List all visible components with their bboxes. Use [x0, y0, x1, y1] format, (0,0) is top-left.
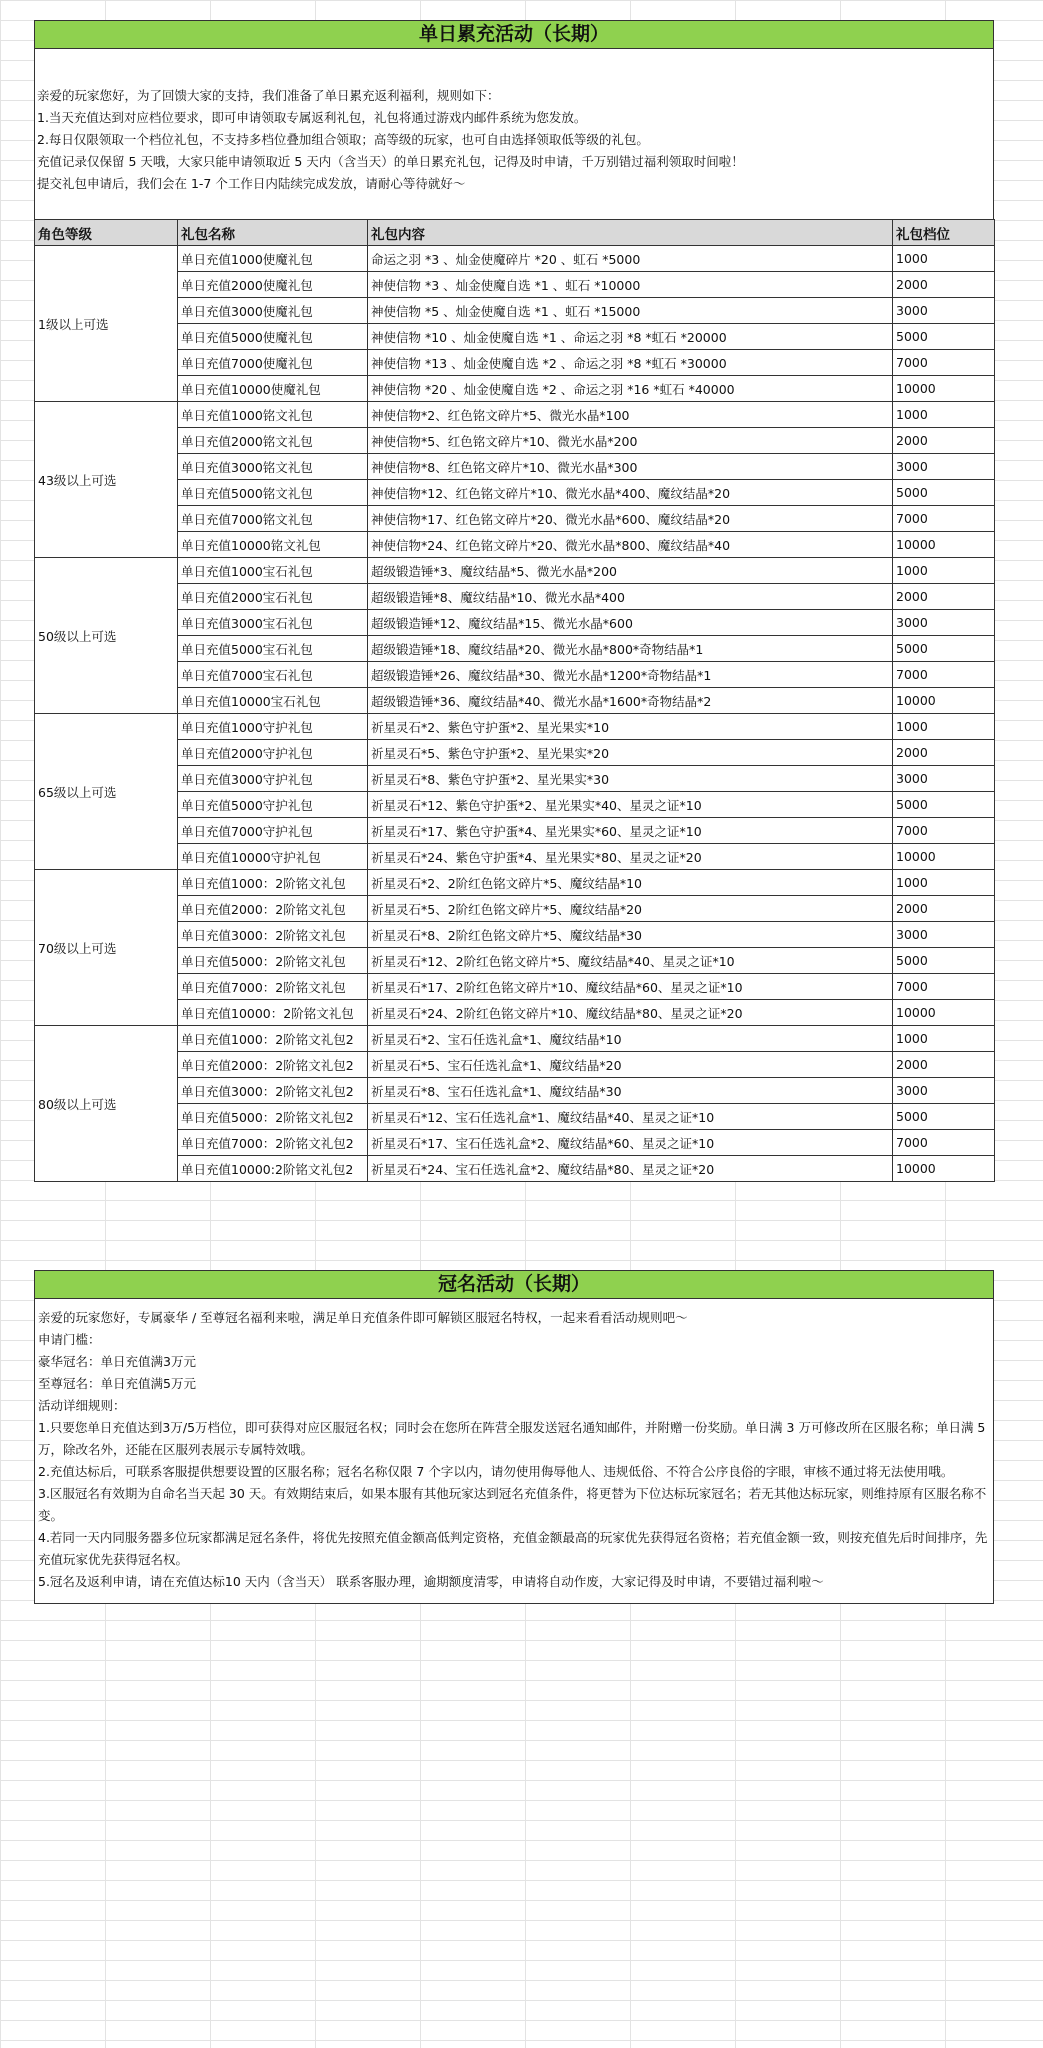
gift-tier-cell: 7000 [893, 662, 995, 688]
gift-content-cell: 超级锻造锤*12、魔纹结晶*15、微光水晶*600 [368, 610, 893, 636]
gift-name-cell: 单日充值5000：2阶铭文礼包2 [178, 1104, 368, 1130]
rule-line: 申请门槛： [38, 1332, 101, 1347]
gift-content-cell: 祈星灵石*2、紫色守护蛋*2、星光果实*10 [368, 714, 893, 740]
rule-line: 4.若同一天内同服务器多位玩家都满足冠名条件，将优先按照充值金额高低判定资格，充值金额最高的玩家优先获得冠名资格；若充值金额一致，则按充值先后时间排序，先充值玩家优先获得冠名权。 [38, 1530, 988, 1567]
rule-line: 活动详细规则： [38, 1398, 126, 1413]
gift-tier-cell: 10000 [893, 532, 995, 558]
table-row [35, 402, 995, 428]
level-cell: 70级以上可选 [35, 870, 178, 1026]
rule-line: 1.只要您单日充值达到3万/5万档位，即可获得对应区服冠名权；同时会在您所在阵营全服发送冠名通知邮件，并附赠一份奖励。单日满 3 万可修改所在区服名称；单日满 5 万，除改名外，还能在区服列表展示专属特效哦。 [38, 1420, 986, 1457]
table-row [35, 896, 995, 922]
gift-name-cell: 单日充值7000：2阶铭文礼包2 [178, 1130, 368, 1156]
table-row [35, 922, 995, 948]
rule-line: 5.冠名及返利申请，请在充值达标10 天内（含当天） 联系客服办理，逾期额度清零，申请将自动作废，大家记得及时申请，不要错过福利啦～ [38, 1574, 824, 1589]
table-row [35, 272, 995, 298]
gift-tier-cell: 1000 [893, 870, 995, 896]
gift-content-cell: 超级锻造锤*18、魔纹结晶*20、微光水晶*800*奇物结晶*1 [368, 636, 893, 662]
gift-table-header [35, 220, 995, 246]
daily-recharge-sheet [34, 20, 994, 1182]
gift-name-cell: 单日充值10000铭文礼包 [178, 532, 368, 558]
table-row [35, 1078, 995, 1104]
header-gift-name: 礼包名称 [178, 220, 368, 246]
gift-tier-cell: 5000 [893, 636, 995, 662]
gift-tier-cell: 2000 [893, 896, 995, 922]
gift-name-cell: 单日充值1000守护礼包 [178, 714, 368, 740]
gift-name-cell: 单日充值2000铭文礼包 [178, 428, 368, 454]
gift-tier-cell: 5000 [893, 792, 995, 818]
gift-content-cell: 祈星灵石*24、紫色守护蛋*4、星光果实*80、星灵之证*20 [368, 844, 893, 870]
intro-line: 1.当天充值达到对应档位要求，即可申请领取专属返利礼包，礼包将通过游戏内邮件系统为您发放。 [37, 110, 587, 125]
gift-tier-cell: 1000 [893, 714, 995, 740]
gift-tier-cell: 2000 [893, 428, 995, 454]
table-row [35, 454, 995, 480]
table-row [35, 246, 995, 272]
naming-rules [34, 1299, 994, 1604]
gift-content-cell: 神使信物*12、红色铭文碎片*10、微光水晶*400、魔纹结晶*20 [368, 480, 893, 506]
gift-content-cell: 祈星灵石*17、2阶红色铭文碎片*10、魔纹结晶*60、星灵之证*10 [368, 974, 893, 1000]
gift-content-cell: 神使信物*5、红色铭文碎片*10、微光水晶*200 [368, 428, 893, 454]
gift-content-cell: 祈星灵石*2、宝石任选礼盒*1、魔纹结晶*10 [368, 1026, 893, 1052]
table-row [35, 740, 995, 766]
gift-content-cell: 祈星灵石*8、2阶红色铭文碎片*5、魔纹结晶*30 [368, 922, 893, 948]
gift-tier-cell: 1000 [893, 1026, 995, 1052]
gift-tier-cell: 2000 [893, 272, 995, 298]
gift-name-cell: 单日充值3000：2阶铭文礼包 [178, 922, 368, 948]
table-row [35, 350, 995, 376]
gift-content-cell: 祈星灵石*5、2阶红色铭文碎片*5、魔纹结晶*20 [368, 896, 893, 922]
gift-name-cell: 单日充值10000宝石礼包 [178, 688, 368, 714]
gift-tier-cell: 3000 [893, 1078, 995, 1104]
gift-tier-cell: 3000 [893, 454, 995, 480]
gift-name-cell: 单日充值7000使魔礼包 [178, 350, 368, 376]
gift-tier-cell: 10000 [893, 1156, 995, 1182]
gift-content-cell: 神使信物*2、红色铭文碎片*5、微光水晶*100 [368, 402, 893, 428]
level-cell: 65级以上可选 [35, 714, 178, 870]
gift-tier-cell: 3000 [893, 922, 995, 948]
gift-name-cell: 单日充值10000使魔礼包 [178, 376, 368, 402]
gift-tier-cell: 5000 [893, 480, 995, 506]
gift-tier-cell: 10000 [893, 1000, 995, 1026]
rule-line: 2.充值达标后，可联系客服提供想要设置的区服名称；冠名名称仅限 7 个字以内，请勿使用侮辱他人、违规低俗、不符合公序良俗的字眼，审核不通过将无法使用哦。 [38, 1464, 954, 1479]
table-row [35, 610, 995, 636]
gift-name-cell: 单日充值3000使魔礼包 [178, 298, 368, 324]
gift-content-cell: 神使信物 *20 、灿金使魔自选 *2 、命运之羽 *16 *虹石 *40000 [368, 376, 893, 402]
gift-content-cell: 命运之羽 *3 、灿金使魔碎片 *20 、虹石 *5000 [368, 246, 893, 272]
gift-name-cell: 单日充值1000铭文礼包 [178, 402, 368, 428]
gift-name-cell: 单日充值5000：2阶铭文礼包 [178, 948, 368, 974]
gift-tier-cell: 3000 [893, 610, 995, 636]
gift-tier-cell: 7000 [893, 818, 995, 844]
rule-line: 3.区服冠名有效期为自命名当天起 30 天。有效期结束后，如果本服有其他玩家达到冠名充值条件，将更替为下位达标玩家冠名；若无其他达标玩家，则维持原有区服名称不变。 [38, 1486, 987, 1523]
table-row [35, 324, 995, 350]
gift-content-cell: 神使信物*8、红色铭文碎片*10、微光水晶*300 [368, 454, 893, 480]
gift-name-cell: 单日充值1000：2阶铭文礼包2 [178, 1026, 368, 1052]
table-row [35, 376, 995, 402]
table-row [35, 298, 995, 324]
gift-tier-cell: 7000 [893, 350, 995, 376]
table-row [35, 584, 995, 610]
gift-tier-cell: 2000 [893, 1052, 995, 1078]
gift-tier-cell: 2000 [893, 740, 995, 766]
table-row [35, 636, 995, 662]
gift-tier-cell: 3000 [893, 766, 995, 792]
gift-name-cell: 单日充值2000守护礼包 [178, 740, 368, 766]
table-row [35, 688, 995, 714]
gift-content-cell: 祈星灵石*5、紫色守护蛋*2、星光果实*20 [368, 740, 893, 766]
table-row [35, 428, 995, 454]
level-cell: 43级以上可选 [35, 402, 178, 558]
gift-content-cell: 祈星灵石*24、宝石任选礼盒*2、魔纹结晶*80、星灵之证*20 [368, 1156, 893, 1182]
table-row [35, 870, 995, 896]
gift-content-cell: 祈星灵石*12、2阶红色铭文碎片*5、魔纹结晶*40、星灵之证*10 [368, 948, 893, 974]
rule-line: 豪华冠名：单日充值满3万元 [38, 1354, 196, 1369]
gift-tier-cell: 10000 [893, 844, 995, 870]
table-row [35, 766, 995, 792]
gift-content-cell: 神使信物*24、红色铭文碎片*20、微光水晶*800、魔纹结晶*40 [368, 532, 893, 558]
intro-line: 亲爱的玩家您好，为了回馈大家的支持，我们准备了单日累充返利福利，规则如下： [37, 88, 500, 103]
level-cell: 80级以上可选 [35, 1026, 178, 1182]
table-row [35, 948, 995, 974]
gift-name-cell: 单日充值10000:2阶铭文礼包2 [178, 1156, 368, 1182]
gift-tier-cell: 5000 [893, 324, 995, 350]
table-row [35, 792, 995, 818]
gift-table [34, 219, 995, 1182]
gift-name-cell: 单日充值3000守护礼包 [178, 766, 368, 792]
table-row [35, 844, 995, 870]
table-row [35, 1156, 995, 1182]
table-row [35, 532, 995, 558]
table-row [35, 1026, 995, 1052]
gift-table-body [35, 246, 995, 1182]
gift-name-cell: 单日充值1000使魔礼包 [178, 246, 368, 272]
rule-line: 至尊冠名：单日充值满5万元 [38, 1376, 196, 1391]
gift-content-cell: 祈星灵石*12、紫色守护蛋*2、星光果实*40、星灵之证*10 [368, 792, 893, 818]
level-cell: 1级以上可选 [35, 246, 178, 402]
table-row [35, 1130, 995, 1156]
gift-tier-cell: 5000 [893, 948, 995, 974]
gift-name-cell: 单日充值2000宝石礼包 [178, 584, 368, 610]
gift-name-cell: 单日充值5000守护礼包 [178, 792, 368, 818]
intro-line: 充值记录仅保留 5 天哦，大家只能申请领取近 5 天内（含当天）的单日累充礼包，记得及时申请，千万别错过福利领取时间啦！ [37, 154, 744, 169]
gift-tier-cell: 5000 [893, 1104, 995, 1130]
daily-recharge-intro [34, 49, 994, 219]
gift-content-cell: 超级锻造锤*8、魔纹结晶*10、微光水晶*400 [368, 584, 893, 610]
gift-content-cell: 神使信物 *13 、灿金使魔自选 *2 、命运之羽 *8 *虹石 *30000 [368, 350, 893, 376]
gift-tier-cell: 7000 [893, 974, 995, 1000]
gift-content-cell: 祈星灵石*2、2阶红色铭文碎片*5、魔纹结晶*10 [368, 870, 893, 896]
gift-tier-cell: 1000 [893, 558, 995, 584]
table-row [35, 714, 995, 740]
table-row [35, 480, 995, 506]
header-gift-content: 礼包内容 [368, 220, 893, 246]
level-cell: 50级以上可选 [35, 558, 178, 714]
gift-tier-cell: 1000 [893, 246, 995, 272]
gift-name-cell: 单日充值3000宝石礼包 [178, 610, 368, 636]
table-row [35, 1000, 995, 1026]
gift-content-cell: 祈星灵石*17、宝石任选礼盒*2、魔纹结晶*60、星灵之证*10 [368, 1130, 893, 1156]
naming-sheet [34, 1270, 994, 1604]
gift-content-cell: 祈星灵石*12、宝石任选礼盒*1、魔纹结晶*40、星灵之证*10 [368, 1104, 893, 1130]
gift-tier-cell: 10000 [893, 688, 995, 714]
gift-tier-cell: 7000 [893, 1130, 995, 1156]
header-gift-tier: 礼包档位 [893, 220, 995, 246]
gift-name-cell: 单日充值10000守护礼包 [178, 844, 368, 870]
daily-recharge-title: 单日累充活动（长期） [34, 20, 994, 49]
gift-tier-cell: 1000 [893, 402, 995, 428]
gift-content-cell: 祈星灵石*24、2阶红色铭文碎片*10、魔纹结晶*80、星灵之证*20 [368, 1000, 893, 1026]
gift-content-cell: 祈星灵石*8、宝石任选礼盒*1、魔纹结晶*30 [368, 1078, 893, 1104]
gift-content-cell: 祈星灵石*5、宝石任选礼盒*1、魔纹结晶*20 [368, 1052, 893, 1078]
gift-content-cell: 神使信物 *5 、灿金使魔自选 *1 、虹石 *15000 [368, 298, 893, 324]
table-row [35, 1052, 995, 1078]
table-row [35, 1104, 995, 1130]
gift-content-cell: 超级锻造锤*36、魔纹结晶*40、微光水晶*1600*奇物结晶*2 [368, 688, 893, 714]
gift-content-cell: 祈星灵石*17、紫色守护蛋*4、星光果实*60、星灵之证*10 [368, 818, 893, 844]
gift-tier-cell: 10000 [893, 376, 995, 402]
gift-name-cell: 单日充值7000铭文礼包 [178, 506, 368, 532]
naming-title: 冠名活动（长期） [34, 1270, 994, 1299]
gift-tier-cell: 7000 [893, 506, 995, 532]
table-row [35, 662, 995, 688]
gift-name-cell: 单日充值3000铭文礼包 [178, 454, 368, 480]
gift-tier-cell: 3000 [893, 298, 995, 324]
gift-name-cell: 单日充值1000宝石礼包 [178, 558, 368, 584]
gift-name-cell: 单日充值1000：2阶铭文礼包 [178, 870, 368, 896]
intro-line: 提交礼包申请后，我们会在 1-7 个工作日内陆续完成发放，请耐心等待就好～ [37, 176, 466, 191]
table-row [35, 558, 995, 584]
gift-content-cell: 神使信物 *3 、灿金使魔自选 *1 、虹石 *10000 [368, 272, 893, 298]
table-row [35, 506, 995, 532]
gift-name-cell: 单日充值5000宝石礼包 [178, 636, 368, 662]
gift-content-cell: 超级锻造锤*3、魔纹结晶*5、微光水晶*200 [368, 558, 893, 584]
gift-name-cell: 单日充值7000：2阶铭文礼包 [178, 974, 368, 1000]
gift-name-cell: 单日充值2000：2阶铭文礼包2 [178, 1052, 368, 1078]
gift-content-cell: 神使信物*17、红色铭文碎片*20、微光水晶*600、魔纹结晶*20 [368, 506, 893, 532]
table-row [35, 974, 995, 1000]
gift-name-cell: 单日充值2000使魔礼包 [178, 272, 368, 298]
gift-name-cell: 单日充值7000宝石礼包 [178, 662, 368, 688]
gift-content-cell: 超级锻造锤*26、魔纹结晶*30、微光水晶*1200*奇物结晶*1 [368, 662, 893, 688]
gift-content-cell: 神使信物 *10 、灿金使魔自选 *1 、命运之羽 *8 *虹石 *20000 [368, 324, 893, 350]
gift-content-cell: 祈星灵石*8、紫色守护蛋*2、星光果实*30 [368, 766, 893, 792]
table-row [35, 818, 995, 844]
gift-name-cell: 单日充值2000：2阶铭文礼包 [178, 896, 368, 922]
gift-tier-cell: 2000 [893, 584, 995, 610]
intro-line: 2.每日仅限领取一个档位礼包，不支持多档位叠加组合领取；高等级的玩家，也可自由选择领取低等级的礼包。 [37, 132, 649, 147]
gift-name-cell: 单日充值3000：2阶铭文礼包2 [178, 1078, 368, 1104]
rule-line: 亲爱的玩家您好，专属豪华 / 至尊冠名福利来啦，满足单日充值条件即可解锁区服冠名特权，一起来看看活动规则吧～ [38, 1310, 688, 1325]
gift-name-cell: 单日充值10000：2阶铭文礼包 [178, 1000, 368, 1026]
gift-name-cell: 单日充值5000使魔礼包 [178, 324, 368, 350]
gift-name-cell: 单日充值7000守护礼包 [178, 818, 368, 844]
header-level: 角色等级 [35, 220, 178, 246]
gift-name-cell: 单日充值5000铭文礼包 [178, 480, 368, 506]
